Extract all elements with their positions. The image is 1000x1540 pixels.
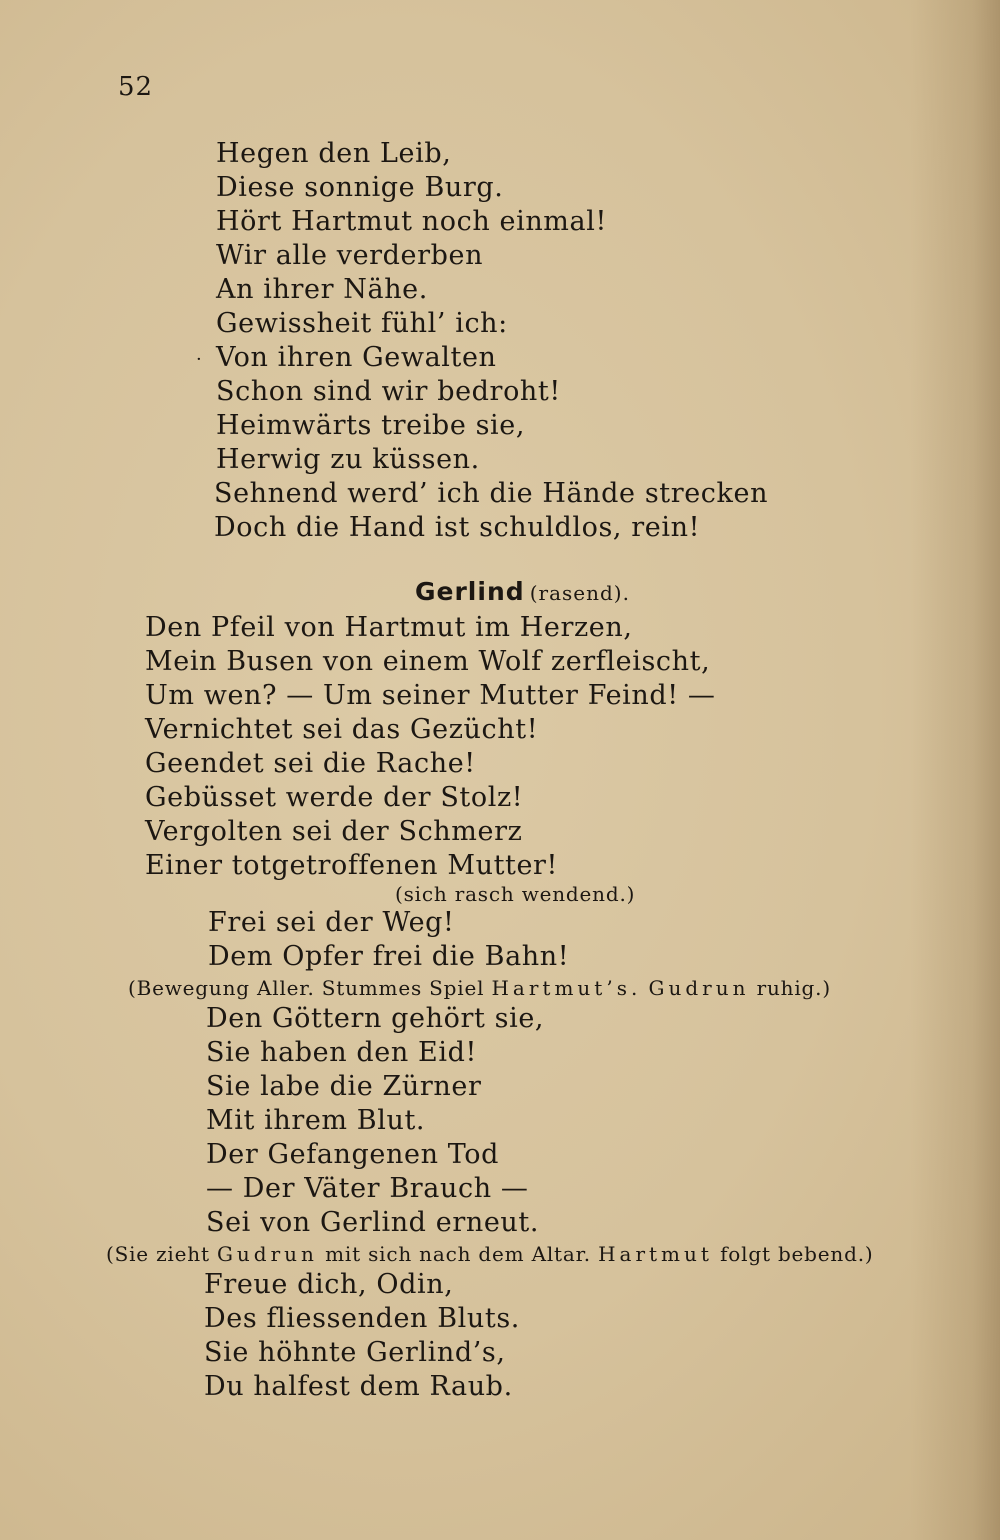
verse-line: Wir alle verderben [216, 240, 484, 271]
verse-line: Doch die Hand ist schuldlos, rein! [214, 512, 701, 543]
page-edge-shadow [910, 0, 1000, 1540]
speaker-direction: (rasend). [529, 581, 630, 605]
verse-line: Der Gefangenen Tod [206, 1139, 499, 1170]
verse-line: Du halfest dem Raub. [204, 1371, 513, 1402]
verse-line: Dem Opfer frei die Bahn! [208, 941, 570, 972]
verse-line: Heimwärts treibe sie, [216, 410, 526, 441]
verse-line: Mit ihrem Blut. [206, 1105, 426, 1136]
verse-line: Hegen den Leib, [216, 138, 452, 169]
stage-direction: (sich rasch wendend.) [395, 882, 636, 906]
verse-line: Einer totgetroffenen Mutter! [145, 850, 559, 881]
stage-text: mit sich nach dem Altar. [325, 1242, 591, 1266]
verse-line: Um wen? — Um seiner Mutter Feind! — [145, 680, 716, 711]
verse-line: Herwig zu küssen. [216, 444, 480, 475]
verse-line: Freue dich, Odin, [204, 1269, 454, 1300]
verse-line: Diese sonnige Burg. [216, 172, 504, 203]
stage-text: (Sie zieht [106, 1242, 210, 1266]
verse-line: Sei von Gerlind erneut. [206, 1207, 540, 1238]
verse-line: Frei sei der Weg! [208, 907, 455, 938]
character-name: Hartmut’s. [491, 976, 642, 1000]
stage-direction [106, 1240, 873, 1268]
verse-line: Gewissheit fühl’ ich: [216, 308, 508, 339]
verse-line: Sie labe die Zürner [206, 1071, 482, 1102]
verse-line: Den Göttern gehört sie, [206, 1003, 545, 1034]
stage-text: ruhig.) [756, 976, 831, 1000]
character-name: Gudrun [648, 976, 750, 1000]
verse-line: Den Pfeil von Hartmut im Herzen, [145, 612, 633, 643]
verse-line: Schon sind wir bedroht! [216, 376, 561, 407]
verse-line: Vergolten sei der Schmerz [145, 816, 523, 847]
verse-line: — Der Väter Brauch — [206, 1173, 529, 1204]
verse-line: Des fliessenden Bluts. [204, 1303, 520, 1334]
speaker-name: Gerlind [415, 577, 525, 606]
stage-text: folgt bebend.) [720, 1242, 874, 1266]
verse-line: Sie höhnte Gerlind’s, [204, 1337, 506, 1368]
verse-line: Vernichtet sei das Gezücht! [145, 714, 539, 745]
page-number: 52 [118, 72, 154, 102]
verse-line: An ihrer Nähe. [216, 274, 428, 305]
verse-line: Geendet sei die Rache! [145, 748, 476, 779]
verse-line: Von ihren Gewalten [216, 342, 497, 373]
speaker-heading [415, 577, 630, 606]
verse-line: Sehnend werd’ ich die Hände strecken [214, 478, 769, 509]
verse-line: Gebüsset werde der Stolz! [145, 782, 524, 813]
character-name: Gudrun [216, 1242, 318, 1266]
stage-direction [128, 974, 831, 1002]
verse-line: Sie haben den Eid! [206, 1037, 477, 1068]
verse-line: Hört Hartmut noch einmal! [216, 206, 607, 237]
margin-dot: · [196, 349, 202, 370]
verse-line: Mein Busen von einem Wolf zerfleischt, [145, 646, 711, 677]
character-name: Hartmut [598, 1242, 713, 1266]
stage-text: (Bewegung Aller. Stummes Spiel [128, 976, 485, 1000]
